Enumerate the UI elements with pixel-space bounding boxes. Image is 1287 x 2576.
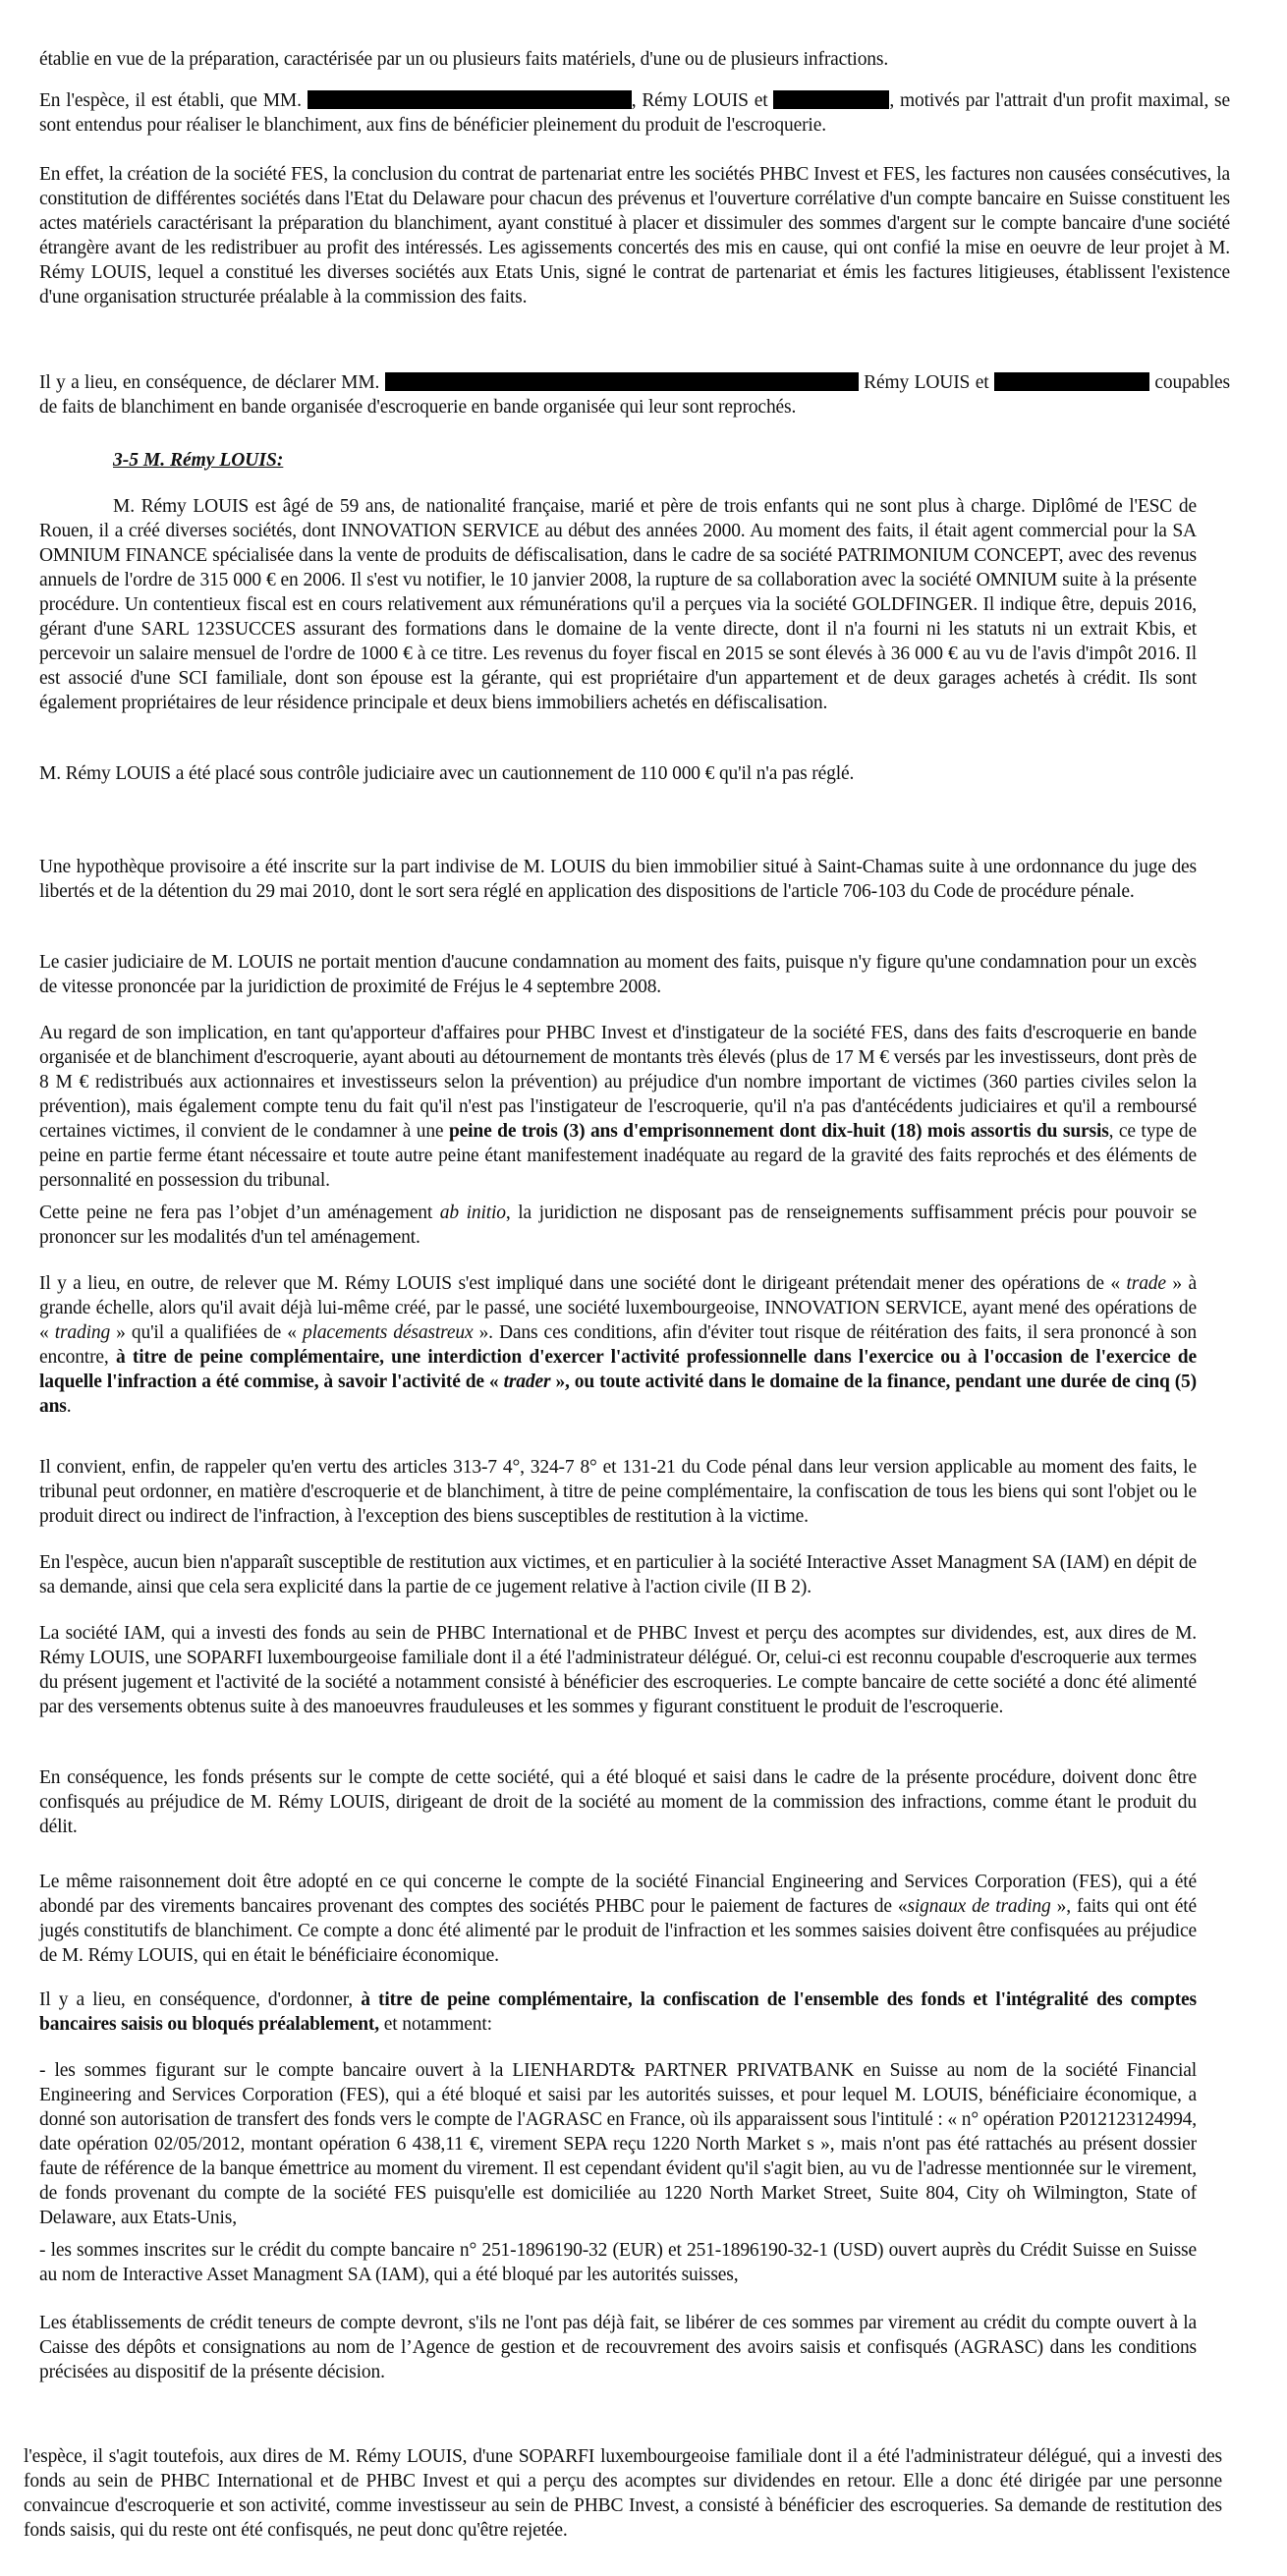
text: , la juridiction ne disposant pas de renseignements suffisamment précis pour pouvoir se prononcer sur les modalités d'un tel aménagement. — [39, 1203, 1197, 1248]
paragraph-sentence — [39, 1021, 1197, 1193]
italic-term: trading — [54, 1322, 111, 1343]
paragraph-effect: En effet, la création de la société FES, la conclusion du contrat de partenariat entre les sociétés PHBC Invest et FES, les factures non causées consécutives, la constitution de différentes sociétés dans l'Etat du Delaware pour chacun des prévenus et l'ouverture corrélative d'un compte bancaire en Suisse constituent les actes matériels caractérisant la préparation du blanchiment, ayant constitué à placer et dissimuler des sommes d'argent sur le compte bancaire d'une société étrangère avant de les redistribuer au profit des intéressés. Les agissements concertés des mis en cause, qui ont confié la mise en oeuvre de leur projet à M. Rémy LOUIS, lequel a constitué les diverses sociétés aux Etats Unis, signé le contrat de partenariat et émis les factures litigieuses, établissent l'existence d'une organisation structurée préalable à la commission des faits. — [39, 164, 1230, 308]
text: , ce type de peine en partie ferme étant nécessaire et toute autre peine étant manifestement inadéquate au regard de la gravité des faits reprochés et des éléments de personnalité en possession du tribunal. — [39, 1121, 1198, 1191]
redaction-box — [773, 90, 889, 109]
sentence-bold: peine de trois (3) ans d'emprisonnement dont dix-huit (18) mois assortis du sursis — [448, 1121, 1109, 1142]
paragraph-iam-rejection: l'espèce, il s'agit toutefois, aux dires de M. Rémy LOUIS, d'une SOPARFI luxembourgeoise familiale dont il a été l'administrateur délégué, qui a investi des fonds au sein de PHBC International et de PHBC Invest et qui a perçu des acomptes sur dividendes en retour. Elle a donc été dirigée par une personne convaincue d'escroquerie et son activité, comme investisseur au sein de PHBC Invest, a consisté à bénéficier des escroqueries. Sa demande de restitution des fonds saisis, qui du reste ont été confisqués, ne peut donc qu'être rejetée. — [24, 2446, 1222, 2541]
paragraph-order-confiscation — [39, 1988, 1197, 2037]
paragraph-fes-account — [39, 1870, 1197, 1968]
redaction-box — [385, 372, 859, 391]
paragraph-biography: M. Rémy LOUIS est âgé de 59 ans, de nationalité française, marié et père de trois enfants qui ne sont plus à charge. Diplômé de l'ESC de Rouen, il a créé diverses sociétés, dont INNOVATION SERVICE au début des années 2000. Au moment des faits, il était agent commercial pour la SA OMNIUM FINANCE spécialisée dans la vente de produits de défiscalisation, dans le cadre de sa société PATRIMONIUM CONCEPT, avec des revenus annuels de l'ordre de 315 000 € en 2006. Il s'est vu notifier, le 10 janvier 2008, la rupture de sa collaboration avec la société OMNIUM suite à la présente procédure. Un contentieux fiscal est en cours relativement aux rémunérations qu'il a perçues via la société GOLDFINGER. Il indique être, depuis 2016, gérant d'une SARL 123SUCCES assurant des formations dans le domaine de la vente directe, dont il n'a fourni ni les statuts ni un extrait Kbis, et percevoir un salaire mensuel de l'ordre de 1000 € à ce titre. Les revenus du foyer fiscal en 2015 se sont élevés à 36 000 € au vu de l'avis d'impôt 2016. Il est associé d'une SCI familiale, dont son épouse est la gérante, qui est propriétaire d'un appartement et de deux garages achetés à crédit. Ils sont également propriétaires de leur résidence principale et deux biens immobiliers achetés en défiscalisation. — [39, 496, 1197, 713]
text: , Rémy LOUIS et — [631, 90, 774, 111]
text: et notamment: — [379, 2014, 492, 2035]
order-bold: à titre de peine complémentaire, la confiscation de l'ensemble des fonds et l'intégralité des comptes bancaires saisis ou bloqués préalablement, — [39, 1989, 1197, 2035]
text: ». Dans ces conditions, afin d'éviter tout risque de réitération des faits, il sera prononcé à son encontre, — [39, 1322, 1197, 1368]
italic-term: signaux de trading — [907, 1896, 1051, 1917]
text: coupables de faits de blanchiment en bande organisée d'escroquerie en bande organisée qui leur sont reprochés. — [39, 372, 1230, 418]
text: Il y a lieu, en conséquence, d'ordonner, — [39, 1989, 362, 2010]
text: . — [66, 1396, 72, 1417]
text: », faits qui ont été jugés constitutifs de blanchiment. Ce compte a donc été alimenté par le produit de l'infraction et les sommes saisies doivent être confisquées au préjudice de M. Rémy LOUIS, qui en était le bénéficiaire économique. — [39, 1896, 1197, 1966]
list-item-credit-suisse: - les sommes inscrites sur le crédit du compte bancaire n° 251-1896190-32 (EUR) et 251-1896190-32-1 (USD) ouvert auprès du Crédit Suisse en Suisse au nom de Interactive Asset Managment SA (IAM), qui a été bloqué par les autorités suisses, — [39, 2240, 1197, 2285]
paragraph-iam-restitution: En l'espèce, aucun bien n'apparaît susceptible de restitution aux victimes, et en particulier à la société Interactive Asset Managment SA (IAM) en dépit de sa demande, ainsi que cela sera explicité dans la partie de ce jugement relative à l'action civile (II B 2). — [39, 1552, 1197, 1597]
text: Il y a lieu, en conséquence, de déclarer MM. — [39, 372, 385, 393]
italic-term: trader — [503, 1372, 551, 1392]
text: » à grande échelle, alors qu'il avait déjà lui-même créé, par le passé, une société luxembourgeoise, INNOVATION SERVICE, ayant mené des opérations de « — [39, 1273, 1197, 1343]
italic-term: placements désastreux — [302, 1322, 474, 1343]
text: » qu'il a qualifiées de « — [110, 1322, 303, 1343]
paragraph-credit-institutions: Les établissements de crédit teneurs de compte devront, s'ils ne l'ont pas déjà fait, se libérer de ces sommes par virement au crédit du compte ouvert à la Caisse des dépôts et consignations au nom de l’Agence de gestion et de recouvrement des avoirs saisis et confisqués (AGRASC) dans les conditions précisées au dispositif de la présente décision. — [39, 2313, 1197, 2382]
paragraph-criminal-record: Le casier judiciaire de M. LOUIS ne portait mention d'aucune condamnation au moment des faits, puisque n'y figure qu'une condamnation pour un excès de vitesse prononcée par la juridiction de proximité de Fréjus le 4 septembre 2008. — [39, 952, 1197, 997]
paragraph-confiscation-law: Il convient, enfin, de rappeler qu'en vertu des articles 313-7 4°, 324-7 8° et 131-21 du Code pénal dans leur version applicable au moment des faits, le tribunal peut ordonner, en matière d'escroquerie et de blanchiment, à titre de peine complémentaire, la confiscation de tous les biens qui sont l'objet ou le produit direct ou indirect de l'infraction, à l'exception des biens susceptibles de restitution à la victime. — [39, 1457, 1197, 1527]
paragraph-declaration — [39, 370, 1230, 420]
redaction-box — [994, 372, 1149, 391]
list-item-lienhardt: - les sommes figurant sur le compte bancaire ouvert à la LIENHARDT& PARTNER PRIVATBANK en Suisse au nom de la société Financial Engineering and Services Corporation (FES), qui a été bloqué et saisi par les autorités suisses, et pour lequel M. LOUIS, bénéficiaire économique, a donné son autorisation de transfert des fonds vers le compte de l'AGRASC en France, où ils apparaissent sous l'intitulé : « n° opération P2012123124994, date opération 02/05/2012, montant opération 6 438,11 €, virement SEPA reçu 1220 North Market s », mais n'ont pas été rattachés au présent dossier faute de référence de la banque émettrice au moment du virement. Il est cependant évident qu'il s'agit bien, au vu de l'adresse mentionnée sur le virement, de fonds provenant du compte de la société FES puisqu'elle est domiciliée au 1220 North Market Street, Suite 804, City oh Wilmington, State of Delaware, aux Etats-Unis, — [39, 2060, 1197, 2228]
paragraph-judicial-control: M. Rémy LOUIS a été placé sous contrôle judiciaire avec un cautionnement de 110 000 € qu'il n'a pas réglé. — [39, 763, 855, 784]
text: Le même raisonnement doit être adopté en ce qui concerne le compte de la société Financial Engineering and Services Corporation (FES), qui a été abondé par des virements bancaires provenant des comptes des sociétés PHBC pour le paiement de factures de « — [39, 1872, 1197, 1917]
paragraph-no-adjustment — [39, 1201, 1197, 1250]
redaction-box — [308, 90, 632, 109]
text: Rémy LOUIS et — [858, 372, 994, 393]
text: Il y a lieu, en outre, de relever que M. Rémy LOUIS s'est impliqué dans une société dont le dirigeant prétendait mener des opérations de « — [39, 1273, 1127, 1294]
text: Au regard de son implication, en tant qu'apporteur d'affaires pour PHBC Invest et d'instigateur de la société FES, dans des faits d'escroquerie en bande organisée et de blanchiment d'escroquerie, ayant abouti au détournement de montants très élevés (plus de 17 M € versés par les investisseurs, dont près de 8 M € redistribués aux actionnaires et investisseurs selon la prévention) au préjudice d'un nombre important de victimes (360 parties civiles selon la prévention), mais également compte tenu du fait qu'il n'est pas l'instigateur de l'escroquerie, qu'il n'a pas d'antécédents judiciaires et qu'il a remboursé certaines victimes, il convient de le condamner à une — [39, 1023, 1197, 1142]
paragraph-mortgage: Une hypothèque provisoire a été inscrite sur la part indivise de M. LOUIS du bien immobilier situé à Saint-Chamas suite à une ordonnance du juge des libertés et de la détention du 29 mai 2010, dont le sort sera réglé en application des dispositions de l'article 706-103 du Code de procédure pénale. — [39, 857, 1197, 902]
paragraph-intro: établie en vue de la préparation, caractérisée par un ou plusieurs faits matériels, d'une ou de plusieurs infractions. — [39, 49, 889, 70]
text: », ou toute activité dans le domaine de la finance, pendant une durée de cinq (5) ans — [39, 1372, 1197, 1417]
italic-term: ab initio — [439, 1203, 506, 1223]
ban-bold — [39, 1347, 1197, 1417]
section-heading: 3-5 M. Rémy LOUIS: — [113, 450, 284, 471]
paragraph-iam-company: La société IAM, qui a investi des fonds au sein de PHBC International et de PHBC Invest et perçu des acomptes sur dividendes, est, aux dires de M. Rémy LOUIS, une SOPARFI luxembourgeoise familiale dont il a été l'administrateur délégué. Or, celui-ci est reconnu coupable d'escroquerie aux termes du présent jugement et l'activité de la société a notamment consisté à bénéficier des escroqueries. Le compte bancaire de cette société a donc été alimenté par des versements obtenus suite à des manoeuvres frauduleuses et les sommes y figurant constituent le produit de l'escroquerie. — [39, 1623, 1197, 1717]
text: à titre de peine complémentaire, une interdiction d'exercer l'activité professionnelle dans l'exercice ou à l'occasion de l'exercice de laquelle l'infraction a été commise, à savoir l'activité de « — [39, 1347, 1197, 1392]
text: , motivés par l'attrait d'un profit maximal, se sont entendus pour réaliser le blanchiment, aux fins de bénéficier pleinement du produit de l'escroquerie. — [39, 90, 1230, 136]
text: Cette peine ne fera pas l’objet d’un aménagement — [39, 1203, 440, 1223]
paragraph-establishment — [39, 88, 1230, 138]
paragraph-funds-confiscated: En conséquence, les fonds présents sur le compte de cette société, qui a été bloqué et saisi dans le cadre de la présente procédure, doivent donc être confisqués au préjudice de M. Rémy LOUIS, dirigeant de droit de la société au moment de la commission des infractions, comme étant le produit du délit. — [39, 1767, 1197, 1837]
italic-term: trade — [1126, 1273, 1166, 1294]
paragraph-trading-ban — [39, 1271, 1197, 1419]
text: En l'espèce, il est établi, que MM. — [39, 90, 308, 111]
